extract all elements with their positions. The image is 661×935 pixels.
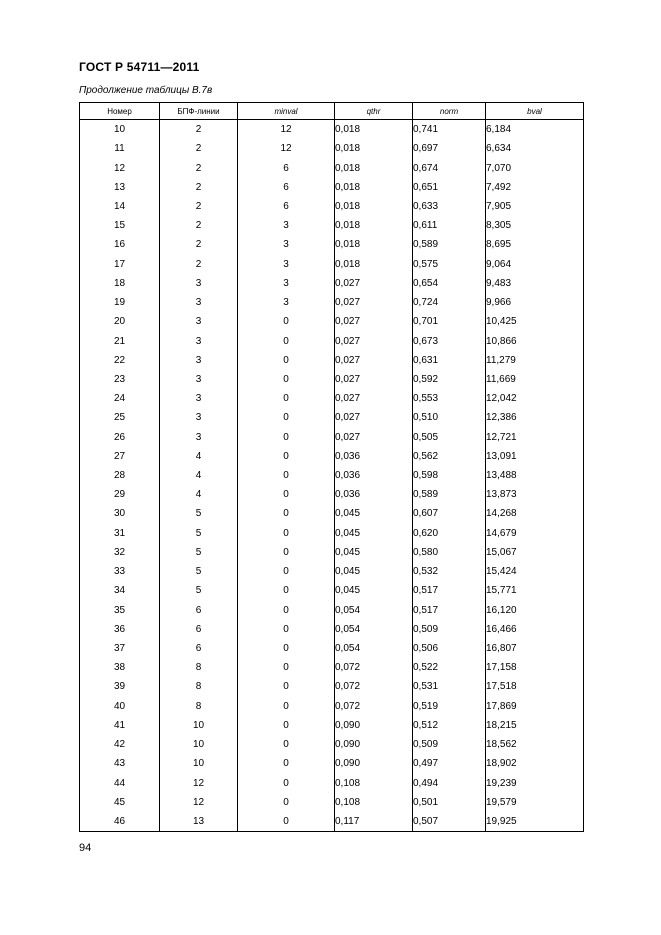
table-row <box>80 812 584 832</box>
cell-number: 32 <box>80 543 160 562</box>
cell-minval: 0 <box>238 735 335 754</box>
cell-norm: 0,505 <box>413 428 486 447</box>
table-caption: Продолжение таблицы В.7в <box>79 85 213 96</box>
cell-bval: 16,120 <box>486 600 584 619</box>
cell-qthr: 0,090 <box>335 754 413 773</box>
cell-norm: 0,631 <box>413 351 486 370</box>
cell-norm: 0,497 <box>413 754 486 773</box>
cell-number: 23 <box>80 370 160 389</box>
cell-bval: 17,518 <box>486 677 584 696</box>
cell-number: 18 <box>80 274 160 293</box>
cell-minval: 3 <box>238 255 335 274</box>
cell-number: 10 <box>80 120 160 140</box>
cell-bval: 10,866 <box>486 331 584 350</box>
table-row <box>80 793 584 812</box>
cell-qthr: 0,027 <box>335 331 413 350</box>
cell-number: 37 <box>80 639 160 658</box>
cell-bval: 13,488 <box>486 466 584 485</box>
cell-bval: 9,483 <box>486 274 584 293</box>
table-row <box>80 581 584 600</box>
cell-bval: 15,067 <box>486 543 584 562</box>
column-header-qthr: qthr <box>335 103 413 120</box>
cell-number: 12 <box>80 158 160 177</box>
cell-bval: 18,562 <box>486 735 584 754</box>
cell-fft-lines: 2 <box>160 216 238 235</box>
cell-bval: 7,070 <box>486 158 584 177</box>
cell-norm: 0,651 <box>413 178 486 197</box>
cell-norm: 0,532 <box>413 562 486 581</box>
cell-minval: 0 <box>238 447 335 466</box>
cell-number: 33 <box>80 562 160 581</box>
cell-fft-lines: 4 <box>160 485 238 504</box>
cell-bval: 16,466 <box>486 620 584 639</box>
cell-norm: 0,506 <box>413 639 486 658</box>
cell-norm: 0,633 <box>413 197 486 216</box>
cell-fft-lines: 3 <box>160 274 238 293</box>
cell-number: 15 <box>80 216 160 235</box>
cell-number: 29 <box>80 485 160 504</box>
cell-norm: 0,507 <box>413 812 486 832</box>
cell-fft-lines: 2 <box>160 197 238 216</box>
cell-minval: 0 <box>238 562 335 581</box>
table-row <box>80 389 584 408</box>
cell-bval: 7,492 <box>486 178 584 197</box>
cell-fft-lines: 12 <box>160 773 238 792</box>
cell-qthr: 0,054 <box>335 600 413 619</box>
cell-qthr: 0,027 <box>335 274 413 293</box>
cell-qthr: 0,045 <box>335 543 413 562</box>
cell-norm: 0,701 <box>413 312 486 331</box>
cell-number: 34 <box>80 581 160 600</box>
cell-norm: 0,580 <box>413 543 486 562</box>
table-row <box>80 370 584 389</box>
table-row <box>80 639 584 658</box>
table-row <box>80 274 584 293</box>
cell-qthr: 0,072 <box>335 677 413 696</box>
cell-bval: 19,239 <box>486 773 584 792</box>
table-row <box>80 620 584 639</box>
cell-fft-lines: 2 <box>160 255 238 274</box>
cell-number: 11 <box>80 139 160 158</box>
cell-bval: 19,579 <box>486 793 584 812</box>
cell-fft-lines: 2 <box>160 120 238 140</box>
cell-minval: 3 <box>238 274 335 293</box>
cell-fft-lines: 4 <box>160 466 238 485</box>
cell-minval: 12 <box>238 139 335 158</box>
cell-norm: 0,494 <box>413 773 486 792</box>
cell-bval: 16,807 <box>486 639 584 658</box>
cell-bval: 18,902 <box>486 754 584 773</box>
cell-minval: 0 <box>238 677 335 696</box>
cell-qthr: 0,018 <box>335 139 413 158</box>
cell-fft-lines: 3 <box>160 331 238 350</box>
cell-bval: 9,064 <box>486 255 584 274</box>
cell-norm: 0,522 <box>413 658 486 677</box>
table-row <box>80 697 584 716</box>
cell-fft-lines: 2 <box>160 178 238 197</box>
cell-fft-lines: 10 <box>160 735 238 754</box>
cell-minval: 0 <box>238 370 335 389</box>
cell-fft-lines: 5 <box>160 543 238 562</box>
cell-norm: 0,589 <box>413 485 486 504</box>
cell-number: 17 <box>80 255 160 274</box>
cell-minval: 0 <box>238 428 335 447</box>
cell-norm: 0,589 <box>413 235 486 254</box>
cell-minval: 0 <box>238 620 335 639</box>
cell-qthr: 0,045 <box>335 562 413 581</box>
table-row <box>80 447 584 466</box>
cell-number: 14 <box>80 197 160 216</box>
cell-qthr: 0,045 <box>335 524 413 543</box>
cell-number: 35 <box>80 600 160 619</box>
table-row <box>80 485 584 504</box>
cell-number: 43 <box>80 754 160 773</box>
cell-norm: 0,553 <box>413 389 486 408</box>
table-row <box>80 600 584 619</box>
table-row <box>80 255 584 274</box>
cell-bval: 6,634 <box>486 139 584 158</box>
cell-minval: 0 <box>238 812 335 832</box>
cell-minval: 12 <box>238 120 335 140</box>
table-row <box>80 312 584 331</box>
page-number: 94 <box>79 842 92 854</box>
cell-qthr: 0,018 <box>335 235 413 254</box>
cell-qthr: 0,027 <box>335 351 413 370</box>
cell-qthr: 0,108 <box>335 773 413 792</box>
table-row <box>80 735 584 754</box>
cell-qthr: 0,027 <box>335 293 413 312</box>
cell-fft-lines: 2 <box>160 158 238 177</box>
cell-qthr: 0,072 <box>335 658 413 677</box>
cell-minval: 0 <box>238 639 335 658</box>
cell-bval: 17,158 <box>486 658 584 677</box>
cell-fft-lines: 5 <box>160 524 238 543</box>
cell-fft-lines: 3 <box>160 351 238 370</box>
cell-fft-lines: 3 <box>160 312 238 331</box>
cell-fft-lines: 3 <box>160 293 238 312</box>
table-row <box>80 677 584 696</box>
cell-number: 46 <box>80 812 160 832</box>
cell-bval: 15,424 <box>486 562 584 581</box>
cell-bval: 8,305 <box>486 216 584 235</box>
cell-qthr: 0,027 <box>335 428 413 447</box>
cell-bval: 11,669 <box>486 370 584 389</box>
cell-minval: 0 <box>238 793 335 812</box>
cell-norm: 0,501 <box>413 793 486 812</box>
cell-bval: 6,184 <box>486 120 584 140</box>
cell-bval: 12,042 <box>486 389 584 408</box>
cell-qthr: 0,054 <box>335 620 413 639</box>
cell-number: 42 <box>80 735 160 754</box>
table-row <box>80 524 584 543</box>
cell-norm: 0,611 <box>413 216 486 235</box>
cell-bval: 9,966 <box>486 293 584 312</box>
cell-number: 28 <box>80 466 160 485</box>
column-header-minval: minval <box>238 103 335 120</box>
cell-norm: 0,592 <box>413 370 486 389</box>
cell-minval: 0 <box>238 658 335 677</box>
cell-norm: 0,509 <box>413 620 486 639</box>
cell-norm: 0,509 <box>413 735 486 754</box>
cell-number: 22 <box>80 351 160 370</box>
cell-fft-lines: 2 <box>160 139 238 158</box>
cell-minval: 0 <box>238 697 335 716</box>
cell-norm: 0,531 <box>413 677 486 696</box>
cell-minval: 6 <box>238 158 335 177</box>
cell-fft-lines: 3 <box>160 428 238 447</box>
cell-qthr: 0,072 <box>335 697 413 716</box>
cell-qthr: 0,045 <box>335 504 413 523</box>
column-header-fft-lines: БПФ-линии <box>160 103 238 120</box>
cell-bval: 8,695 <box>486 235 584 254</box>
cell-number: 44 <box>80 773 160 792</box>
table-row <box>80 504 584 523</box>
table-row <box>80 773 584 792</box>
cell-qthr: 0,018 <box>335 178 413 197</box>
cell-bval: 7,905 <box>486 197 584 216</box>
cell-number: 16 <box>80 235 160 254</box>
cell-minval: 0 <box>238 773 335 792</box>
cell-number: 26 <box>80 428 160 447</box>
cell-minval: 0 <box>238 543 335 562</box>
cell-norm: 0,674 <box>413 158 486 177</box>
cell-minval: 6 <box>238 197 335 216</box>
cell-qthr: 0,090 <box>335 716 413 735</box>
cell-minval: 0 <box>238 600 335 619</box>
cell-fft-lines: 3 <box>160 389 238 408</box>
cell-qthr: 0,027 <box>335 389 413 408</box>
cell-minval: 0 <box>238 389 335 408</box>
table-body <box>80 120 584 832</box>
cell-fft-lines: 8 <box>160 677 238 696</box>
table-row <box>80 754 584 773</box>
cell-number: 20 <box>80 312 160 331</box>
cell-qthr: 0,027 <box>335 370 413 389</box>
cell-qthr: 0,036 <box>335 447 413 466</box>
cell-minval: 6 <box>238 178 335 197</box>
table-row <box>80 408 584 427</box>
table-row <box>80 178 584 197</box>
cell-bval: 18,215 <box>486 716 584 735</box>
cell-fft-lines: 10 <box>160 754 238 773</box>
cell-number: 38 <box>80 658 160 677</box>
cell-norm: 0,598 <box>413 466 486 485</box>
cell-minval: 0 <box>238 408 335 427</box>
table-row <box>80 466 584 485</box>
cell-bval: 10,425 <box>486 312 584 331</box>
cell-norm: 0,697 <box>413 139 486 158</box>
cell-minval: 0 <box>238 351 335 370</box>
cell-bval: 13,091 <box>486 447 584 466</box>
cell-minval: 0 <box>238 716 335 735</box>
cell-fft-lines: 6 <box>160 620 238 639</box>
table-row <box>80 139 584 158</box>
cell-bval: 15,771 <box>486 581 584 600</box>
cell-fft-lines: 5 <box>160 562 238 581</box>
cell-qthr: 0,018 <box>335 120 413 140</box>
cell-bval: 19,925 <box>486 812 584 832</box>
data-table <box>79 102 584 832</box>
cell-bval: 12,721 <box>486 428 584 447</box>
table-row <box>80 716 584 735</box>
table-row <box>80 562 584 581</box>
table-row <box>80 293 584 312</box>
cell-minval: 0 <box>238 754 335 773</box>
column-header-bval: bval <box>486 103 584 120</box>
cell-bval: 14,679 <box>486 524 584 543</box>
cell-fft-lines: 5 <box>160 504 238 523</box>
cell-fft-lines: 13 <box>160 812 238 832</box>
cell-qthr: 0,018 <box>335 216 413 235</box>
cell-fft-lines: 8 <box>160 658 238 677</box>
cell-norm: 0,654 <box>413 274 486 293</box>
table-header-row <box>80 103 584 120</box>
cell-norm: 0,673 <box>413 331 486 350</box>
cell-minval: 3 <box>238 235 335 254</box>
table-row <box>80 216 584 235</box>
cell-norm: 0,517 <box>413 600 486 619</box>
table-row <box>80 120 584 140</box>
cell-qthr: 0,045 <box>335 581 413 600</box>
cell-norm: 0,724 <box>413 293 486 312</box>
cell-number: 27 <box>80 447 160 466</box>
cell-qthr: 0,027 <box>335 312 413 331</box>
cell-norm: 0,517 <box>413 581 486 600</box>
cell-minval: 0 <box>238 331 335 350</box>
cell-bval: 11,279 <box>486 351 584 370</box>
cell-minval: 0 <box>238 466 335 485</box>
cell-fft-lines: 10 <box>160 716 238 735</box>
cell-number: 19 <box>80 293 160 312</box>
cell-qthr: 0,117 <box>335 812 413 832</box>
cell-bval: 14,268 <box>486 504 584 523</box>
cell-number: 21 <box>80 331 160 350</box>
cell-minval: 3 <box>238 293 335 312</box>
cell-qthr: 0,054 <box>335 639 413 658</box>
table-row <box>80 158 584 177</box>
table-row <box>80 351 584 370</box>
column-header-norm: norm <box>413 103 486 120</box>
cell-qthr: 0,090 <box>335 735 413 754</box>
cell-norm: 0,741 <box>413 120 486 140</box>
cell-norm: 0,575 <box>413 255 486 274</box>
cell-fft-lines: 4 <box>160 447 238 466</box>
cell-number: 24 <box>80 389 160 408</box>
cell-number: 45 <box>80 793 160 812</box>
cell-number: 13 <box>80 178 160 197</box>
cell-fft-lines: 3 <box>160 408 238 427</box>
cell-norm: 0,620 <box>413 524 486 543</box>
table-row <box>80 543 584 562</box>
cell-number: 30 <box>80 504 160 523</box>
cell-number: 36 <box>80 620 160 639</box>
cell-fft-lines: 6 <box>160 600 238 619</box>
column-header-number: Номер <box>80 103 160 120</box>
table-row <box>80 658 584 677</box>
cell-minval: 0 <box>238 504 335 523</box>
cell-qthr: 0,018 <box>335 255 413 274</box>
cell-qthr: 0,108 <box>335 793 413 812</box>
cell-minval: 0 <box>238 581 335 600</box>
cell-minval: 0 <box>238 485 335 504</box>
cell-fft-lines: 3 <box>160 370 238 389</box>
cell-number: 40 <box>80 697 160 716</box>
cell-fft-lines: 2 <box>160 235 238 254</box>
cell-fft-lines: 8 <box>160 697 238 716</box>
cell-bval: 13,873 <box>486 485 584 504</box>
cell-minval: 3 <box>238 216 335 235</box>
document-header: ГОСТ Р 54711—2011 <box>79 60 200 74</box>
cell-norm: 0,512 <box>413 716 486 735</box>
cell-qthr: 0,018 <box>335 158 413 177</box>
table-row <box>80 428 584 447</box>
cell-number: 39 <box>80 677 160 696</box>
table-row <box>80 331 584 350</box>
cell-qthr: 0,036 <box>335 485 413 504</box>
table-row <box>80 235 584 254</box>
cell-norm: 0,607 <box>413 504 486 523</box>
cell-norm: 0,562 <box>413 447 486 466</box>
cell-minval: 0 <box>238 524 335 543</box>
cell-qthr: 0,018 <box>335 197 413 216</box>
cell-number: 31 <box>80 524 160 543</box>
cell-fft-lines: 6 <box>160 639 238 658</box>
table-row <box>80 197 584 216</box>
cell-norm: 0,519 <box>413 697 486 716</box>
cell-number: 41 <box>80 716 160 735</box>
cell-fft-lines: 5 <box>160 581 238 600</box>
cell-bval: 17,869 <box>486 697 584 716</box>
cell-fft-lines: 12 <box>160 793 238 812</box>
cell-qthr: 0,036 <box>335 466 413 485</box>
cell-norm: 0,510 <box>413 408 486 427</box>
cell-bval: 12,386 <box>486 408 584 427</box>
cell-number: 25 <box>80 408 160 427</box>
cell-minval: 0 <box>238 312 335 331</box>
cell-qthr: 0,027 <box>335 408 413 427</box>
